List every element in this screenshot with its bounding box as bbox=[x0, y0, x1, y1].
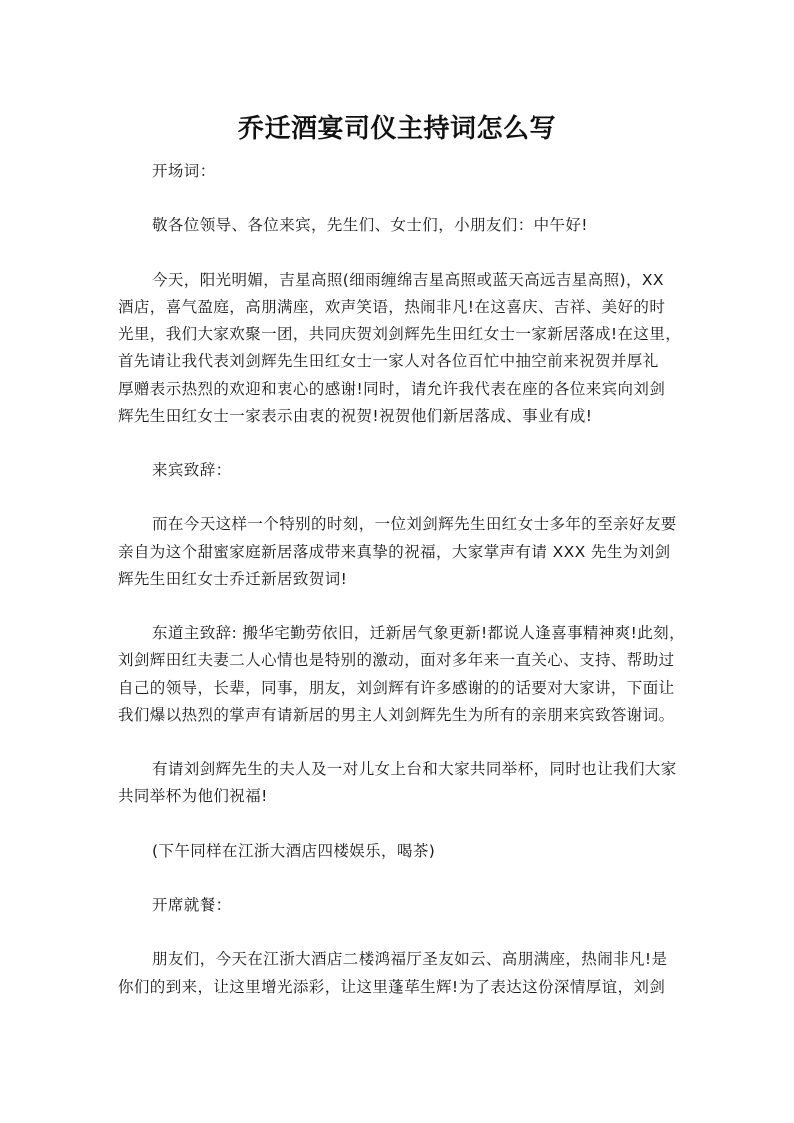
paragraph bbox=[118, 158, 688, 185]
paragraph-line: 来宾致辞： bbox=[152, 461, 232, 480]
paragraph-spacer bbox=[118, 729, 688, 756]
paragraph-line: 光里，我们大家欢聚一团，共同庆贺刘剑辉先生田红女士一家新居落成!在这里， bbox=[118, 325, 682, 344]
paragraph bbox=[118, 838, 688, 865]
paragraph bbox=[118, 756, 688, 810]
paragraph-line: 辉先生田红女士乔迁新居致贺词! bbox=[118, 569, 348, 588]
paragraph-spacer bbox=[118, 240, 688, 267]
paragraph-line: 自己的领导，长辈，同事，朋友，刘剑辉有许多感谢的的话要对大家讲，下面让 bbox=[118, 678, 675, 697]
paragraph-line: 酒店，喜气盈庭，高朋满座，欢声笑语，热闹非凡!在这喜庆、吉祥、美好的时 bbox=[118, 297, 666, 316]
paragraph-line: 敬各位领导、各位来宾，先生们、女士们，小朋友们：中午好! bbox=[152, 216, 588, 235]
paragraph bbox=[118, 892, 688, 919]
paragraph bbox=[118, 511, 688, 593]
paragraph-line: 而在今天这样一个特别的时刻，一位刘剑辉先生田红女士多年的至亲好友要 bbox=[152, 515, 677, 534]
paragraph-line: 开场词： bbox=[152, 162, 216, 180]
paragraph bbox=[118, 620, 688, 729]
paragraph bbox=[118, 457, 688, 484]
paragraph-line: (下午同样在江浙大酒店四楼娱乐，喝茶) bbox=[152, 841, 436, 860]
paragraph-line: 今天，阳光明媚，吉星高照(细雨缠绵吉星高照或蓝天高远吉星高照)，XX bbox=[152, 270, 664, 289]
paragraph-line: 有请刘剑辉先生的夫人及一对儿女上台和大家共同举杯，同时也让我们大家 bbox=[152, 760, 677, 779]
paragraph bbox=[118, 212, 688, 239]
paragraph bbox=[118, 267, 688, 430]
paragraph-spacer bbox=[118, 430, 688, 457]
paragraph-line: 首先请让我代表刘剑辉先生田红女士一家人对各位百忙中抽空前来祝贺并厚礼 bbox=[118, 352, 659, 371]
paragraph-spacer bbox=[118, 185, 688, 212]
paragraph-line: 我们爆以热烈的掌声有请新居的男主人刘剑辉先生为所有的亲朋来宾致答谢词。 bbox=[118, 705, 675, 724]
paragraph-line: 东道主致辞: 搬华宅勤劳依旧，迁新居气象更新!都说人逢喜事精神爽!此刻， bbox=[152, 624, 685, 643]
paragraph-line: 你们的到来，让这里增光添彩，让这里蓬荜生辉!为了表达这份深情厚谊，刘剑 bbox=[118, 977, 666, 996]
paragraph-line: 开席就餐： bbox=[152, 896, 232, 915]
paragraph-spacer bbox=[118, 919, 688, 946]
paragraph-line: 亲自为这个甜蜜家庭新居落成带来真挚的祝福，大家掌声有请 XXX 先生为刘剑 bbox=[118, 542, 671, 561]
paragraph-spacer bbox=[118, 811, 688, 838]
paragraph-line: 辉先生田红女士一家表示由衷的祝贺!祝贺他们新居落成、事业有成! bbox=[118, 406, 593, 425]
document-body bbox=[118, 158, 688, 1001]
paragraph-spacer bbox=[118, 484, 688, 511]
paragraph-spacer bbox=[118, 593, 688, 620]
paragraph-line: 朋友们，今天在江浙大酒店二楼鸿福厅圣友如云、高朋满座，热闹非凡!是 bbox=[152, 950, 668, 969]
paragraph-spacer bbox=[118, 865, 688, 892]
paragraph-line: 共同举杯为他们祝福! bbox=[118, 787, 268, 806]
paragraph-line: 刘剑辉田红夫妻二人心情也是特别的激动，面对多年来一直关心、支持、帮助过 bbox=[118, 651, 675, 670]
document-title: 乔迁酒宴司仪主持词怎么写 bbox=[237, 114, 556, 144]
paragraph bbox=[118, 946, 688, 1000]
paragraph-line: 厚赠表示热烈的欢迎和衷心的感谢!同时，请允许我代表在座的各位来宾向刘剑 bbox=[118, 379, 666, 398]
